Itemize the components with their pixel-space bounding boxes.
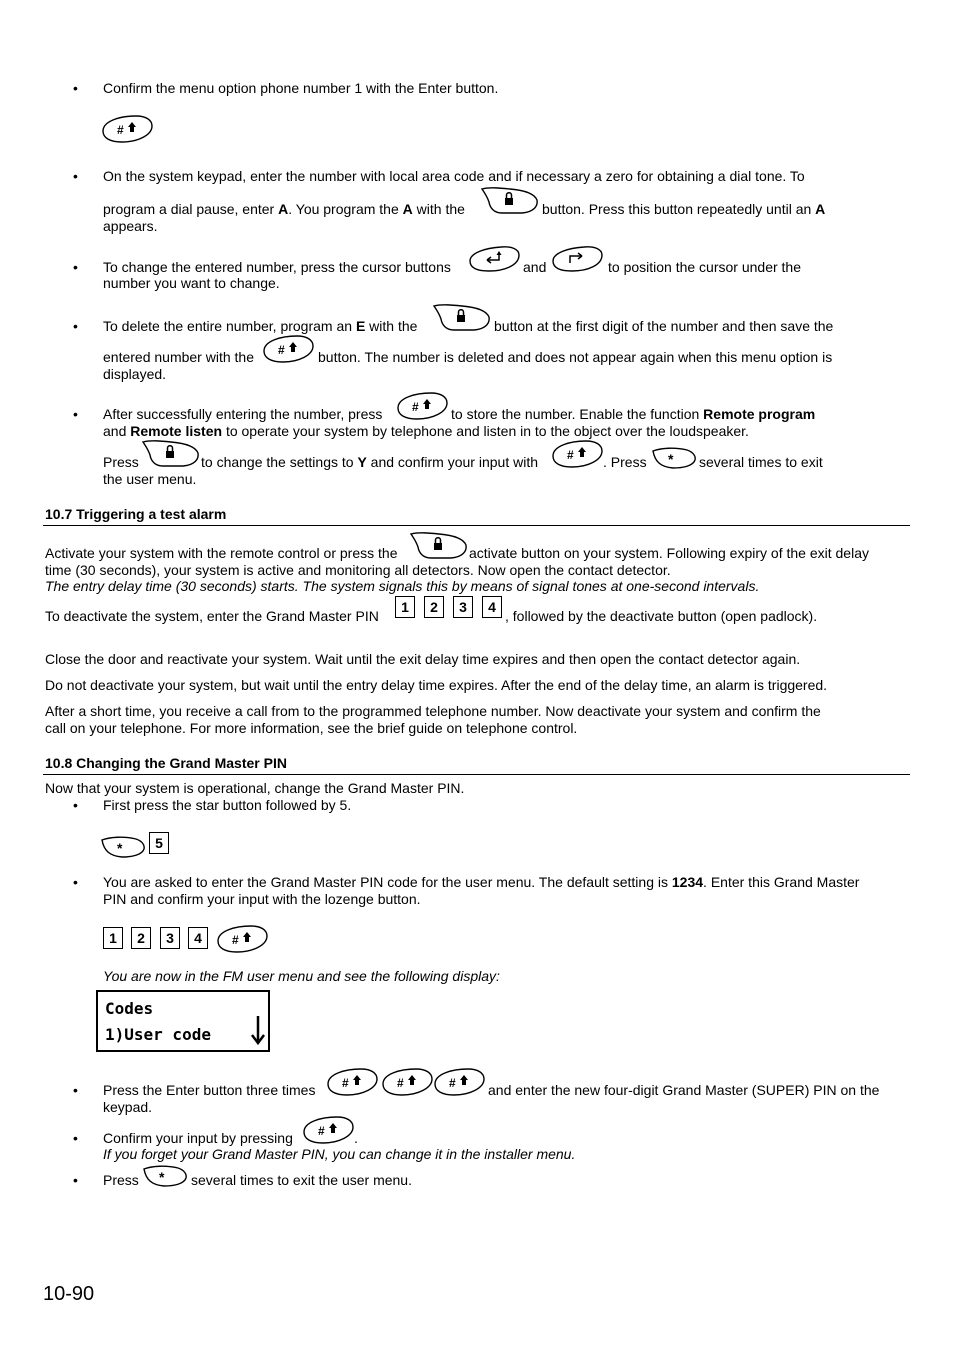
padlock-icon: [480, 184, 540, 216]
key-2: 2: [424, 596, 444, 618]
instruction-enter-three-times-cont: and enter the new four-digit Grand Master (SUPER) PIN on the: [488, 1082, 880, 1098]
instruction-enter-three-times-line2: keypad.: [103, 1099, 153, 1115]
instruction-store-number-cont: to store the number. Enable the function Remote program: [451, 406, 816, 422]
key-1: 1: [395, 596, 415, 618]
bullet: •: [73, 80, 78, 96]
instruction-delete-number-line3: displayed.: [103, 366, 167, 382]
paragraph-activate-line2: time (30 seconds), your system is active and monitoring all detectors. Now open the contact detector.: [45, 562, 671, 578]
and-text: and: [523, 259, 547, 275]
instruction-delete-number-line2: entered number with the: [103, 349, 254, 365]
star-icon: [651, 444, 697, 470]
key-1: 1: [103, 927, 123, 949]
bullet: •: [73, 1082, 78, 1098]
instruction-enter-number-line2-cont: button. Press this button repeatedly until an A: [542, 201, 826, 217]
key-2: 2: [131, 927, 151, 949]
section-heading-change-pin: 10.8 Changing the Grand Master PIN: [45, 755, 287, 771]
paragraph-entry-delay-alarm: Do not deactivate your system, but wait until the entry delay time expires. After the end of the delay time, an alarm is triggered.: [45, 677, 828, 693]
key-3: 3: [453, 596, 473, 618]
hash-arrow-enter-icon: [395, 390, 449, 422]
instruction-delete-number-line2-cont: button. The number is deleted and does not appear again when this menu option is: [318, 349, 833, 365]
paragraph-call-line2: call on your telephone. For more information, see the brief guide on telephone control.: [45, 720, 578, 736]
paragraph-activate: Activate your system with the remote control or press the: [45, 545, 398, 561]
key-4: 4: [188, 927, 208, 949]
instruction-enter-number-line2: program a dial pause, enter A. You program the A with the: [103, 201, 465, 217]
instruction-store-number: After successfully entering the number, press: [103, 406, 383, 422]
instruction-confirm-phone: Confirm the menu option phone number 1 with the Enter button.: [103, 80, 499, 96]
instruction-change-number-cont: to position the cursor under the: [608, 259, 802, 275]
padlock-icon: [432, 301, 492, 333]
hash-arrow-enter-icon: [550, 438, 604, 470]
paragraph-entry-delay: The entry delay time (30 seconds) starts. The system signals this by means of signal tones at one-second intervals.: [45, 578, 760, 594]
instruction-enter-number-line3: appears.: [103, 218, 158, 234]
hash-arrow-enter-icon: [325, 1066, 379, 1098]
key-3: 3: [160, 927, 180, 949]
bullet: •: [73, 168, 78, 184]
bullet: •: [73, 1172, 78, 1188]
hash-arrow-enter-icon: [261, 333, 315, 365]
bullet: •: [73, 797, 78, 813]
section-heading-test-alarm: 10.7 Triggering a test alarm: [45, 506, 227, 522]
instruction-press: Press: [103, 454, 139, 470]
key-5: 5: [149, 832, 169, 854]
instruction-enter-pin-line2: PIN and confirm your input with the lozenge button.: [103, 891, 421, 907]
instruction-change-settings: to change the settings to Y and confirm your input with: [201, 454, 538, 470]
display-note: You are now in the FM user menu and see the following display:: [103, 968, 500, 984]
star-icon: [142, 1162, 188, 1188]
lcd-line-1: Codes: [105, 999, 154, 1018]
hash-arrow-enter-icon: [215, 923, 269, 955]
paragraph-close-door: Close the door and reactivate your system. Wait until the exit delay time expires and then open the contact detector again.: [45, 651, 801, 667]
paragraph-deactivate: To deactivate the system, enter the Grand Master PIN: [45, 608, 379, 624]
hash-arrow-enter-icon: [432, 1066, 486, 1098]
instruction-press-2: . Press: [603, 454, 647, 470]
lcd-line-2: 1)User code: [105, 1025, 211, 1044]
instruction-confirm-input: Confirm your input by pressing: [103, 1130, 293, 1146]
instruction-change-number-line2: number you want to change.: [103, 275, 280, 291]
paragraph-activate-cont: activate button on your system. Following expiry of the exit delay: [469, 545, 869, 561]
instruction-enter-pin-line1: You are asked to enter the Grand Master PIN code for the user menu. The default setting is 1234. Enter this Grand Master: [103, 874, 860, 890]
padlock-icon: [141, 437, 201, 469]
instruction-press-exit: Press: [103, 1172, 139, 1188]
instruction-change-number: To change the entered number, press the cursor buttons: [103, 259, 451, 275]
padlock-icon: [409, 529, 469, 561]
bullet: •: [73, 259, 78, 275]
instruction-delete-number-cont: button at the first digit of the number and then save the: [494, 318, 834, 334]
instruction-delete-number: To delete the entire number, program an E with the: [103, 318, 418, 334]
bullet: •: [73, 874, 78, 890]
hash-arrow-enter-icon: [100, 113, 154, 145]
paragraph-intro: Now that your system is operational, change the Grand Master PIN.: [45, 780, 465, 796]
instruction-star-5: First press the star button followed by 5.: [103, 797, 352, 813]
section-divider: [43, 525, 910, 526]
page-number: 10-90: [43, 1283, 95, 1305]
down-arrow-icon: [250, 1014, 266, 1046]
instruction-enter-number-line1: On the system keypad, enter the number with local area code and if necessary a zero for obtaining a dial tone. To: [103, 168, 805, 184]
star-icon: [100, 833, 146, 859]
key-4: 4: [482, 596, 502, 618]
cursor-right-icon: [550, 243, 604, 275]
instruction-enter-three-times: Press the Enter button three times: [103, 1082, 316, 1098]
instruction-store-number-line2: and Remote listen to operate your system by telephone and listen in to the object over the loudspeaker.: [103, 423, 749, 439]
lcd-display: [96, 990, 270, 1052]
bullet: •: [73, 318, 78, 334]
bullet: •: [73, 1130, 78, 1146]
cursor-left-icon: [467, 243, 521, 275]
hash-arrow-enter-icon: [301, 1114, 355, 1146]
hash-arrow-enter-icon: [380, 1066, 434, 1098]
instruction-exit: several times to exit: [699, 454, 823, 470]
section-divider: [43, 774, 910, 775]
paragraph-deactivate-cont: , followed by the deactivate button (open padlock).: [505, 608, 818, 624]
bullet: •: [73, 406, 78, 422]
instruction-exit-line2: the user menu.: [103, 471, 197, 487]
instruction-press-exit-cont: several times to exit the user menu.: [191, 1172, 412, 1188]
note-forgot-pin: If you forget your Grand Master PIN, you can change it in the installer menu.: [103, 1146, 576, 1162]
period: .: [354, 1130, 358, 1146]
paragraph-call-line1: After a short time, you receive a call from to the programmed telephone number. Now deactivate your system and confirm the: [45, 703, 821, 719]
